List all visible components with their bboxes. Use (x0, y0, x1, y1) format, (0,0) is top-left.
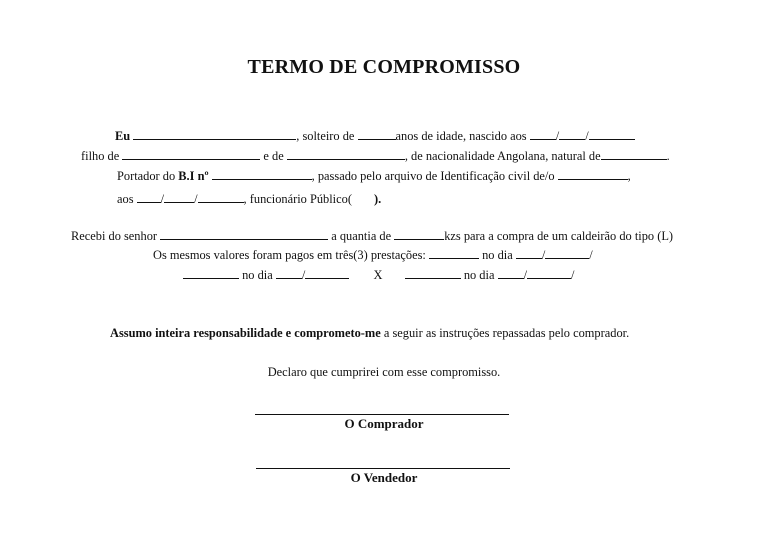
payment-line-3 (183, 267, 574, 283)
e-de-text: e de (263, 149, 284, 163)
birth-day-blank[interactable] (530, 128, 556, 140)
declaration-text: Declaro que cumprirei com esse compromisso. (267, 365, 501, 379)
responsibility-rest-text: a seguir as instruções repassadas pelo comprador. (380, 326, 630, 340)
date-slash: / (194, 192, 198, 206)
kzs-text: kzs para a compra de um caldeirão do tipo (L) (444, 229, 674, 243)
issue-month-blank[interactable] (164, 191, 194, 203)
bi-number-blank[interactable] (212, 168, 312, 180)
document-title: TERMO DE COMPROMISSO (247, 56, 521, 78)
installment-2-amount-blank[interactable] (183, 267, 239, 279)
responsibility-statement (110, 325, 629, 341)
identity-line-2 (81, 148, 670, 164)
responsibility-bold-text: Assumo inteira responsabilidade e comprometo-me (110, 326, 381, 340)
amount-blank[interactable] (394, 228, 444, 240)
no-dia-text: no dia (463, 268, 495, 282)
aos-text: aos (117, 192, 134, 206)
installment-3-month-blank[interactable] (527, 267, 571, 279)
passado-text: , passado pelo arquivo de Identificação civil de/o (311, 169, 555, 183)
solteiro-text: , solteiro de (296, 129, 355, 143)
date-slash: / (301, 268, 306, 282)
installment-3-day-blank[interactable] (498, 267, 524, 279)
date-slash: / (589, 248, 593, 262)
portador-text: Portador do (117, 169, 176, 183)
eu-label: Eu (115, 129, 131, 143)
close-paren-text: ). (373, 192, 382, 206)
father-blank[interactable] (122, 148, 260, 160)
bi-label: B.I nº (178, 169, 209, 183)
installment-1-month-blank[interactable] (545, 247, 589, 259)
date-slash: / (541, 248, 546, 262)
funcionario-text: , funcionário Público( (243, 192, 352, 206)
quantia-text: a quantia de (331, 229, 392, 243)
identity-line-3 (117, 168, 631, 184)
installment-2-month-blank[interactable] (305, 267, 349, 279)
date-slash: / (555, 129, 560, 143)
payment-line-1 (71, 228, 673, 244)
installment-1-day-blank[interactable] (516, 247, 542, 259)
filho-text: filho de (81, 149, 120, 163)
buyer-signature-line[interactable] (255, 414, 509, 415)
identity-line-1 (115, 128, 635, 144)
date-slash: / (585, 129, 589, 143)
no-dia-text: no dia (242, 268, 273, 282)
birthplace-blank[interactable] (601, 148, 667, 160)
installments-text: Os mesmos valores foram pagos em três(3) prestações: (153, 248, 426, 262)
installment-2-day-blank[interactable] (276, 267, 302, 279)
payment-line-2 (153, 247, 593, 263)
comma-text: , (627, 169, 631, 183)
issuer-blank[interactable] (558, 168, 628, 180)
no-dia-text: no dia (482, 248, 513, 262)
mother-blank[interactable] (287, 148, 405, 160)
birth-month-blank[interactable] (559, 128, 585, 140)
date-slash: / (523, 268, 528, 282)
seller-signature-label: O Vendedor (350, 470, 418, 485)
x-mark-text: X (373, 268, 383, 282)
buyer-signature-label: O Comprador (344, 416, 424, 431)
nationality-text: , de nacionalidade Angolana, natural de (404, 149, 601, 163)
issue-year-blank[interactable] (198, 191, 244, 203)
identity-line-4 (117, 191, 381, 207)
seller-name-blank[interactable] (160, 228, 328, 240)
installment-1-amount-blank[interactable] (429, 247, 479, 259)
installment-3-amount-blank[interactable] (405, 267, 461, 279)
name-blank[interactable] (133, 128, 296, 140)
age-text: anos de idade, nascido aos (395, 129, 527, 143)
date-slash: / (571, 268, 575, 282)
age-blank[interactable] (358, 128, 396, 140)
issue-day-blank[interactable] (137, 191, 161, 203)
date-slash: / (160, 192, 165, 206)
birth-year-blank[interactable] (589, 128, 635, 140)
seller-signature-line[interactable] (256, 468, 510, 469)
period-text: . (666, 149, 670, 163)
recebi-text: Recebi do senhor (71, 229, 158, 243)
